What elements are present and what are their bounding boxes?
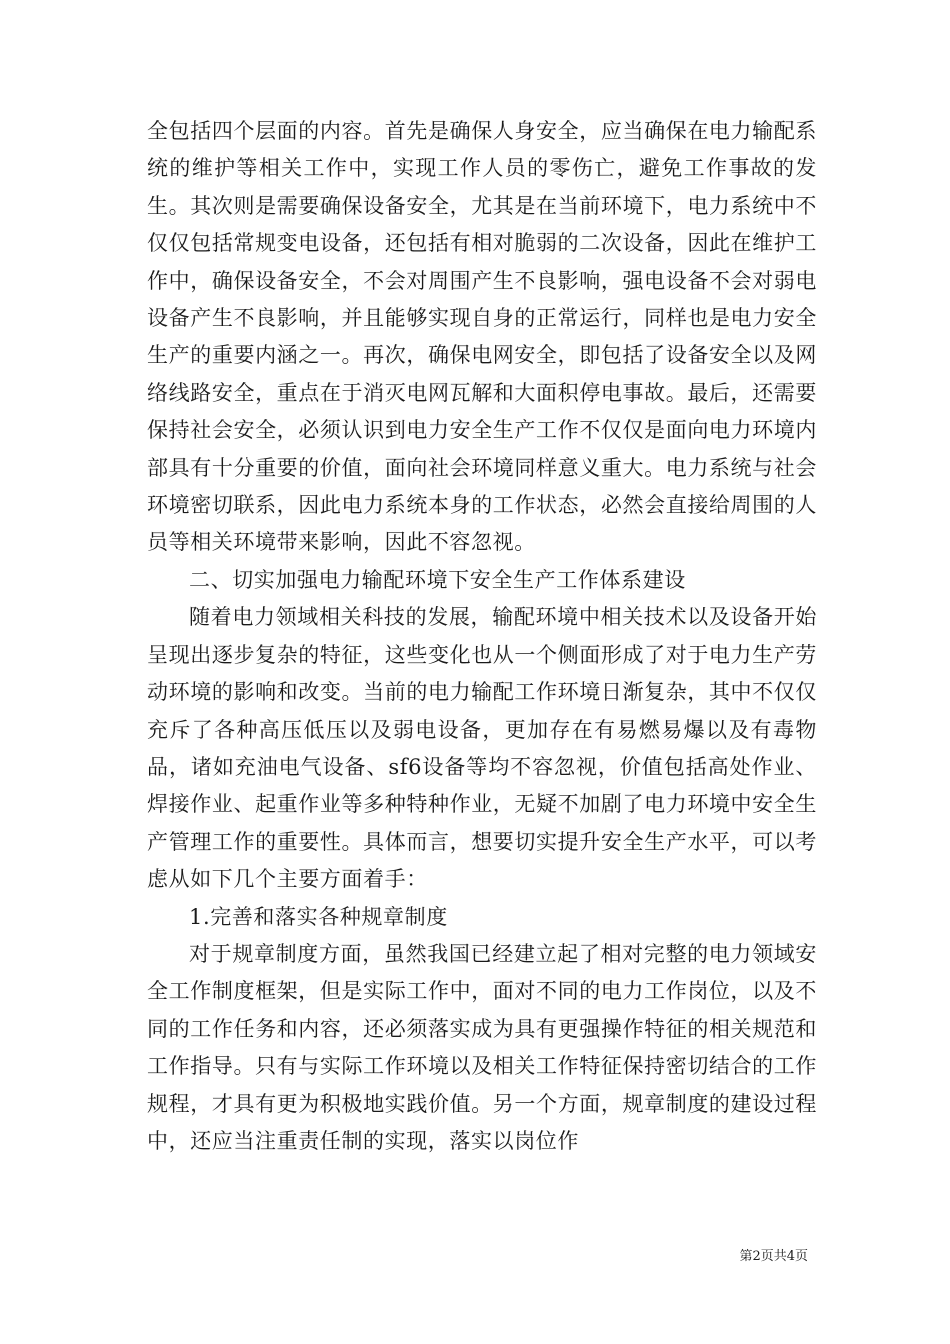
paragraph-environment: 随着电力领域相关科技的发展，输配环境中相关技术以及设备开始呈现出逐步复杂的特征，这些变化也从一个侧面形成了对于电力生产劳动环境的影响和改变。当前的电力输配工作环境日渐复杂，其中不仅仅充斥了各种高压低压以及弱电设备，更加存在有易燃易爆以及有毒物品，诸如充油电气设备、sf6设备等均不容忽视，价值包括高处作业、焊接作业、起重作业等多种特种作业，无疑不加剧了电力环境中安全生产管理工作的重要性。具体而言，想要切实提升安全生产水平，可以考虑从如下几个主要方面着手： [147,605,817,892]
subsection-heading-1: 1.完善和落实各种规章制度 [189,904,448,929]
document-body [147,113,817,1160]
page-number-footer: 第2页共4页 [739,1249,808,1264]
paragraph-safety-levels: 全包括四个层面的内容。首先是确保人身安全，应当确保在电力输配系统的维护等相关工作中，实现工作人员的零伤亡，避免工作事故的发生。其次则是需要确保设备安全，尤其是在当前环境下，电力系统中不仅仅包括常规变电设备，还包括有相对脆弱的二次设备，因此在维护工作中，确保设备安全，不会对周围产生不良影响，强电设备不会对弱电设备产生不良影响，并且能够实现自身的正常运行，同样也是电力安全生产的重要内涵之一。再次，确保电网安全，即包括了设备安全以及网络线路安全，重点在于消灭电网瓦解和大面积停电事故。最后，还需要保持社会安全，必须认识到电力安全生产工作不仅仅是面向电力环境内部具有十分重要的价值，面向社会环境同样意义重大。电力系统与社会环境密切联系，因此电力系统本身的工作状态，必然会直接给周围的人员等相关环境带来影响，因此不容忽视。 [147,119,817,555]
section-heading-2: 二、切实加强电力输配环境下安全生产工作体系建设 [189,567,686,592]
paragraph-regulations: 对于规章制度方面，虽然我国已经建立起了相对完整的电力领域安全工作制度框架，但是实际工作中，面对不同的电力工作岗位，以及不同的工作任务和内容，还必须落实成为具有更强操作特征的相关规范和工作指导。只有与实际工作环境以及相关工作特征保持密切结合的工作规程，才具有更为积极地实践价值。另一个方面，规章制度的建设过程中，还应当注重责任制的实现，落实以岗位作 [147,941,817,1153]
